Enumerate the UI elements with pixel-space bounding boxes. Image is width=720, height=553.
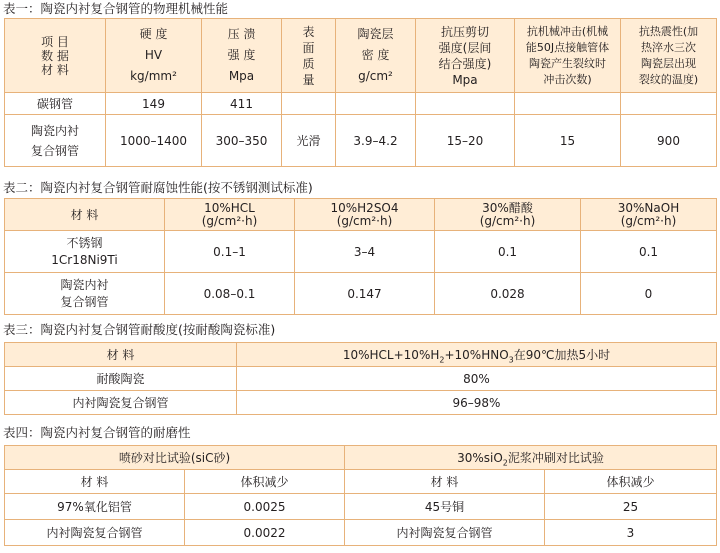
- t1-cell: 15: [515, 115, 621, 167]
- t3-row-material: 耐酸陶瓷: [5, 367, 237, 391]
- t2-row-material: 不锈钢 1Cr18Ni9Ti: [5, 231, 165, 273]
- t3-cell: 80%: [237, 367, 717, 391]
- t3-header-condition: $10\%HCL+10\%H_2+10\%HNO_3$在90℃加热5小时: [237, 343, 717, 367]
- table-row: [5, 231, 717, 273]
- t4-cell: 3: [545, 520, 717, 546]
- t4-cell: 内衬陶瓷复合钢管: [345, 520, 545, 546]
- t1-header-surface-quality: 表 面 质 量: [282, 19, 336, 93]
- t2-cell: 0.1: [581, 231, 717, 273]
- t3-cell: 96–98%: [237, 391, 717, 415]
- table4-group-header-row: [5, 446, 717, 470]
- t1-header-item: 项 目 数 据 材 料: [5, 19, 106, 93]
- t4-cell: 0.0025: [185, 494, 345, 520]
- t1-cell: 1000–1400: [106, 115, 202, 167]
- t4-cell: 97%氧化铝管: [5, 494, 185, 520]
- table2-title: 表二：陶瓷内衬复合钢管耐腐蚀性能(按不锈钢测试标准): [3, 180, 313, 195]
- t1-header-hardness: 硬 度 HV kg/mm²: [106, 19, 202, 93]
- t3-header-material: 材 料: [5, 343, 237, 367]
- t4-cell: 25: [545, 494, 717, 520]
- table4-title: 表四：陶瓷内衬复合钢管的耐磨性: [3, 425, 191, 440]
- t1-cell: 300–350: [202, 115, 282, 167]
- t1-cell: 3.9–4.2: [336, 115, 416, 167]
- table-row: [5, 367, 717, 391]
- t4-cell: 0.0022: [185, 520, 345, 546]
- t2-header-hcl: 10%HCL (g/cm²·h): [165, 199, 295, 231]
- t1-row-material: 陶瓷内衬 复合钢管: [5, 115, 106, 167]
- table4-wear-resistance: [4, 445, 717, 546]
- t4-header-sandblast: 喷砂对比试验(siC砂): [5, 446, 345, 470]
- table-row: [5, 520, 717, 546]
- table1-header-row: [5, 19, 717, 93]
- t2-cell: 0: [581, 273, 717, 315]
- table-row: [5, 391, 717, 415]
- t1-cell: 900: [621, 115, 717, 167]
- t4-cell: 45号铜: [345, 494, 545, 520]
- t1-cell: [416, 93, 515, 115]
- t1-header-impact: 抗机械冲击(机械 能50J点接触管体 陶瓷产生裂纹时 冲击次数): [515, 19, 621, 93]
- t2-header-h2so4: 10%H2SO4 (g/cm²·h): [295, 199, 435, 231]
- t4-col-volume: 体积减少: [185, 470, 345, 494]
- table-row: [5, 494, 717, 520]
- t4-cell: 内衬陶瓷复合钢管: [5, 520, 185, 546]
- table3-header-row: [5, 343, 717, 367]
- table1-physical-properties: [4, 18, 717, 167]
- t2-cell: 3–4: [295, 231, 435, 273]
- t1-cell: [515, 93, 621, 115]
- t1-header-shear-strength: 抗压剪切 强度(层间 结合强度) Mpa: [416, 19, 515, 93]
- t2-header-naoh: 30%NaOH (g/cm²·h): [581, 199, 717, 231]
- table2-header-row: [5, 199, 717, 231]
- t3-row-material: 内衬陶瓷复合钢管: [5, 391, 237, 415]
- t1-cell: [621, 93, 717, 115]
- t2-cell: 0.028: [435, 273, 581, 315]
- t1-header-thermal-shock: 抗热震性(加 热淬水三次 陶瓷层出现 裂纹的温度): [621, 19, 717, 93]
- t1-cell: 光滑: [282, 115, 336, 167]
- table-row: [5, 273, 717, 315]
- t4-header-slurry: 30%siO$_2$泥浆冲刷对比试验: [345, 446, 717, 470]
- t1-cell: 15–20: [416, 115, 515, 167]
- t4-col-material: 材 料: [5, 470, 185, 494]
- t2-header-material: 材 料: [5, 199, 165, 231]
- table-row: [5, 93, 717, 115]
- t1-header-density: 陶瓷层 密 度 g/cm²: [336, 19, 416, 93]
- t1-row-material: 碳钢管: [5, 93, 106, 115]
- t2-cell: 0.147: [295, 273, 435, 315]
- table3-title: 表三：陶瓷内衬复合钢管耐酸度(按耐酸陶瓷标准): [3, 322, 276, 337]
- t2-header-acetic-acid: 30%醋酸 (g/cm²·h): [435, 199, 581, 231]
- t2-cell: 0.08–0.1: [165, 273, 295, 315]
- t1-cell: 411: [202, 93, 282, 115]
- t1-cell: [282, 93, 336, 115]
- table4-column-header-row: [5, 470, 717, 494]
- t2-cell: 0.1: [435, 231, 581, 273]
- t2-row-material: 陶瓷内衬 复合钢管: [5, 273, 165, 315]
- table2-corrosion-resistance: [4, 198, 717, 315]
- table3-acid-resistance: [4, 342, 717, 415]
- t4-col-material: 材 料: [345, 470, 545, 494]
- t1-header-crush-strength: 压 溃 强 度 Mpa: [202, 19, 282, 93]
- table-row: [5, 115, 717, 167]
- t4-col-volume: 体积减少: [545, 470, 717, 494]
- table1-title: 表一：陶瓷内衬复合钢管的物理机械性能: [3, 1, 229, 16]
- t1-cell: 149: [106, 93, 202, 115]
- t2-cell: 0.1–1: [165, 231, 295, 273]
- t1-cell: [336, 93, 416, 115]
